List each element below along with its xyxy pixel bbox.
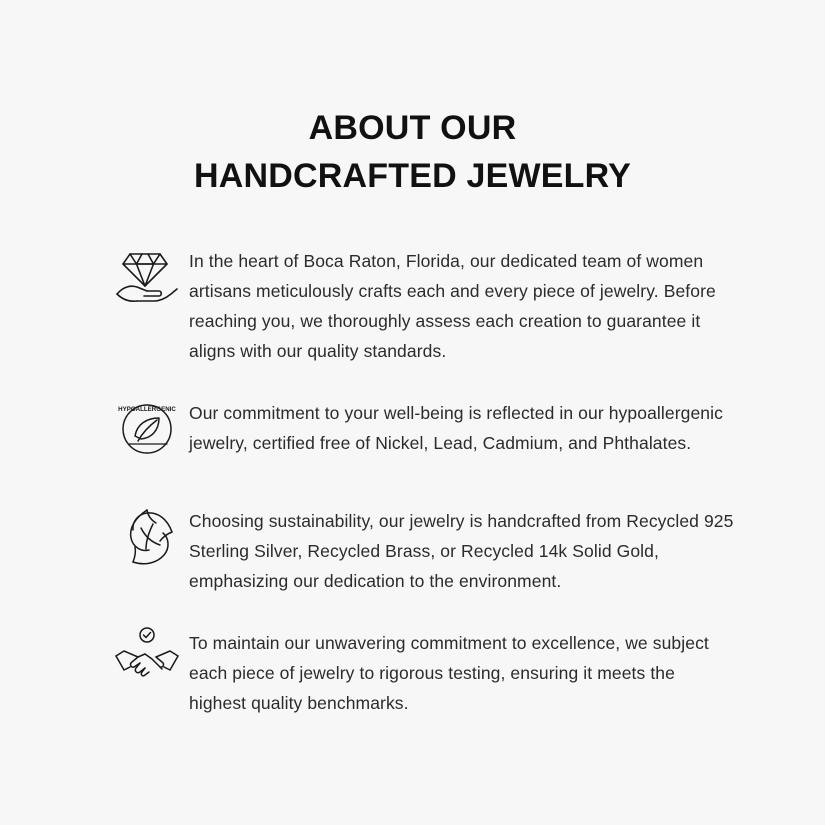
hypoallergenic-leaf-icon [105, 394, 189, 474]
page-title-line-2: HANDCRAFTED JEWELRY [194, 157, 631, 195]
page-title-line-1: ABOUT OUR [308, 109, 517, 147]
list-item [105, 502, 737, 596]
list-item [105, 624, 737, 718]
list-item [105, 394, 737, 474]
feature-list [0, 242, 825, 718]
diamond-in-hand-icon [105, 242, 189, 322]
feature-text: In the heart of Boca Raton, Florida, our dedicated team of women artisans meticulously crafts each and every piece of jewelry. Before reaching you, we thoroughly assess each creation to guarantee it aligns with our quality standards. [189, 251, 716, 361]
feature-text: Choosing sustainability, our jewelry is handcrafted from Recycled 925 Sterling Silver, Recycled Brass, or Recycled 14k Solid Gold, emphasizing our dedication to the environment. [189, 511, 734, 591]
hypoallergenic-label: HYPOALLERGENIC [118, 406, 176, 413]
handshake-check-icon [105, 624, 189, 704]
recycled-leaves-icon [105, 502, 189, 582]
list-item [105, 242, 737, 366]
feature-text: Our commitment to your well-being is reflected in our hypoallergenic jewelry, certified free of Nickel, Lead, Cadmium, and Phthalates. [189, 403, 723, 453]
page-title [0, 0, 825, 200]
feature-text: To maintain our unwavering commitment to excellence, we subject each piece of jewelry to rigorous testing, ensuring it meets the highest quality benchmarks. [189, 633, 709, 713]
